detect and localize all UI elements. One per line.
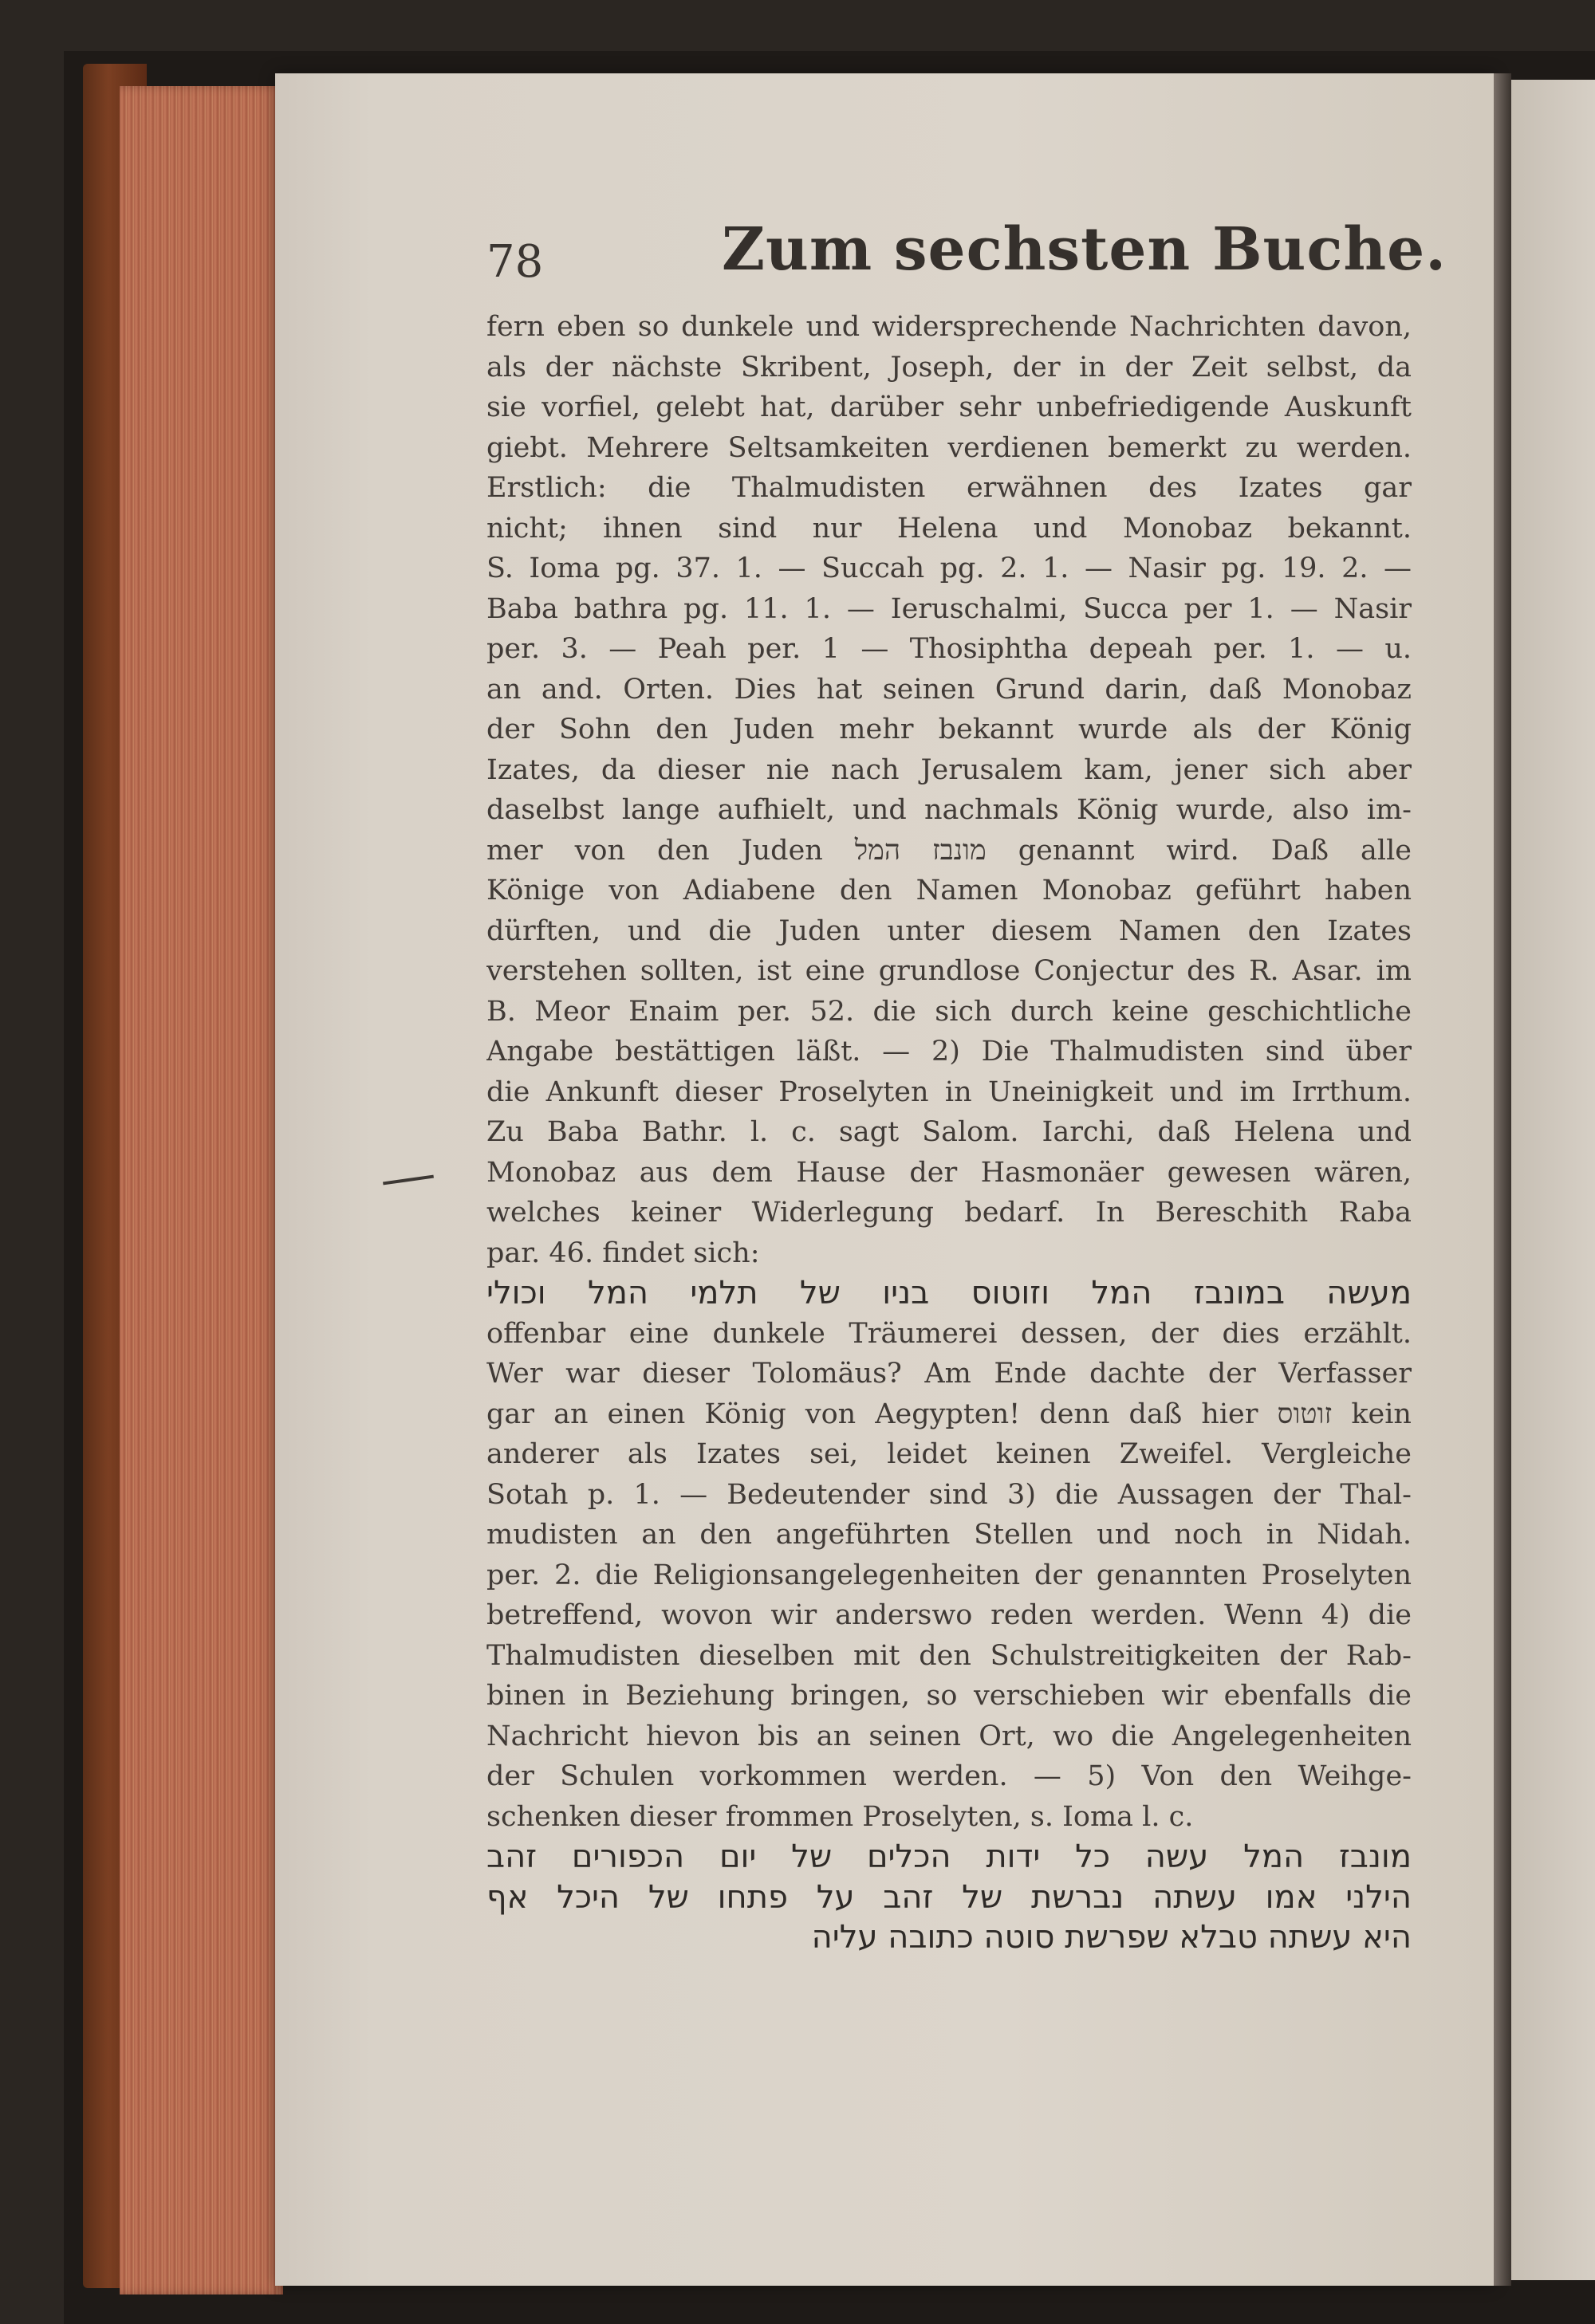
text-line: mer von den Juden מונבז המל genannt wird. Daß alle (486, 834, 1412, 867)
text-line: Zu Baba Bathr. l. c. sagt Salom. Iarchi, daß Helena und (486, 1116, 1412, 1148)
hebrew-quote-line: הילני אמו עשתה נברשת של זהב על פתחו של היכל אף (486, 1878, 1412, 1916)
text-line: mudisten an den angeführten Stellen und noch in Nidah. (486, 1519, 1412, 1551)
text-line: welches keiner Widerlegung bedarf. In Bereschith Raba (486, 1197, 1412, 1229)
page-number: 78 (486, 236, 544, 288)
text-line: schenken dieser frommen Proselyten, s. Ioma l. c. (486, 1800, 1194, 1833)
text-line: binen in Beziehung bringen, so verschieben wir ebenfalls die (486, 1680, 1412, 1712)
text-line: Könige von Adiabene den Namen Monobaz geführt haben (486, 875, 1412, 906)
text-line: B. Meor Enaim per. 52. die sich durch keine geschichtliche (486, 995, 1412, 1028)
text-line: Angabe bestättigen läßt. — 2) Die Thalmudisten sind über (486, 1036, 1412, 1068)
text-line: Wer war dieser Tolomäus? Am Ende dachte der Verfasser (486, 1358, 1412, 1390)
running-head-title: Zum sechsten Buche. (722, 215, 1447, 284)
text-line: per. 3. — Peah per. 1 — Thosiphtha depeah per. 1. — u. (486, 633, 1412, 665)
paragraph-b (486, 1314, 1412, 1838)
text-line: als der nächste Skribent, Joseph, der in der Zeit selbst, da (486, 351, 1412, 383)
paragraph-a (486, 307, 1412, 1273)
text-line: der Schulen vorkommen werden. — 5) Von den Weihge- (486, 1760, 1412, 1792)
text-line: der Sohn den Juden mehr bekannt wurde als der König (486, 714, 1412, 745)
text-line: Izates, da dieser nie nach Jerusalem kam, jener sich aber (486, 753, 1412, 786)
text-line: anderer als Izates sei, leidet keinen Zweifel. Vergleiche (486, 1438, 1412, 1470)
hebrew-quote-block (486, 1837, 1412, 1958)
text-line: sie vorfiel, gelebt hat, darüber sehr unbefriedigende Auskunft (486, 391, 1412, 423)
text-line: Monobaz aus dem Hause der Hasmonäer gewesen wären, (486, 1156, 1412, 1189)
text-line: an and. Orten. Dies hat seinen Grund darin, daß Monobaz (486, 673, 1412, 706)
hebrew-quote-line: מונבז המל עשה כל ידות הכלים של יום הכפורים זהב (486, 1838, 1412, 1875)
text-line: die Ankunft dieser Proselyten in Uneinigkeit und im Irrthum. (486, 1075, 1412, 1108)
body-text (486, 307, 1412, 1958)
text-line: Baba bathra pg. 11. 1. — Ieruschalmi, Succa per 1. — Nasir (486, 592, 1412, 625)
text-line: betreffend, wovon wir anderswo reden werden. Wenn 4) die (486, 1599, 1412, 1631)
text-line: par. 46. findet sich: (486, 1237, 760, 1269)
text-line: nicht; ihnen sind nur Helena und Monobaz bekannt. (486, 512, 1412, 545)
text-line: Thalmudisten dieselben mit den Schulstreitigkeiten der Rab- (486, 1639, 1412, 1672)
book-gutter (1494, 73, 1511, 2286)
text-line: gar an einen König von Aegypten! denn daß hier זוטוס kein (486, 1398, 1412, 1430)
facing-page-edge (1511, 80, 1595, 2280)
text-line: daselbst lange aufhielt, und nachmals König wurde, also im- (486, 794, 1412, 826)
text-line: Nachricht hievon bis an seinen Ort, wo die Angelegenheiten (486, 1720, 1412, 1752)
text-line: per. 2. die Religionsangelegenheiten der genannten Proselyten (486, 1559, 1412, 1591)
text-line: offenbar eine dunkele Träumerei dessen, der dies erzählt. (486, 1317, 1412, 1350)
hebrew-quote-line: מעשה במונבז המל וזוטוס בניו של תלמי המל וכולי (486, 1275, 1412, 1311)
text-line: fern eben so dunkele und widersprechende Nachrichten davon, (486, 311, 1412, 343)
text-line: dürften, und die Juden unter diesem Namen den Izates (486, 914, 1412, 947)
hebrew-quote-line: היא עשתה טבלא שפרשת סוטה כתובה עליה (811, 1919, 1412, 1956)
text-line: Erstlich: die Thalmudisten erwähnen des Izates gar (486, 472, 1412, 504)
text-line: Sotah p. 1. — Bedeutender sind 3) die Aussagen der Thal- (486, 1478, 1412, 1511)
text-line: giebt. Mehrere Seltsamkeiten verdienen bemerkt zu werden. (486, 431, 1412, 464)
page-edges (120, 86, 283, 2295)
text-line: verstehen sollten, ist eine grundlose Conjectur des R. Asar. im (486, 955, 1412, 987)
text-line: S. Ioma pg. 37. 1. — Succah pg. 2. 1. — Nasir pg. 19. 2. — (486, 552, 1412, 584)
running-head (486, 206, 1447, 293)
